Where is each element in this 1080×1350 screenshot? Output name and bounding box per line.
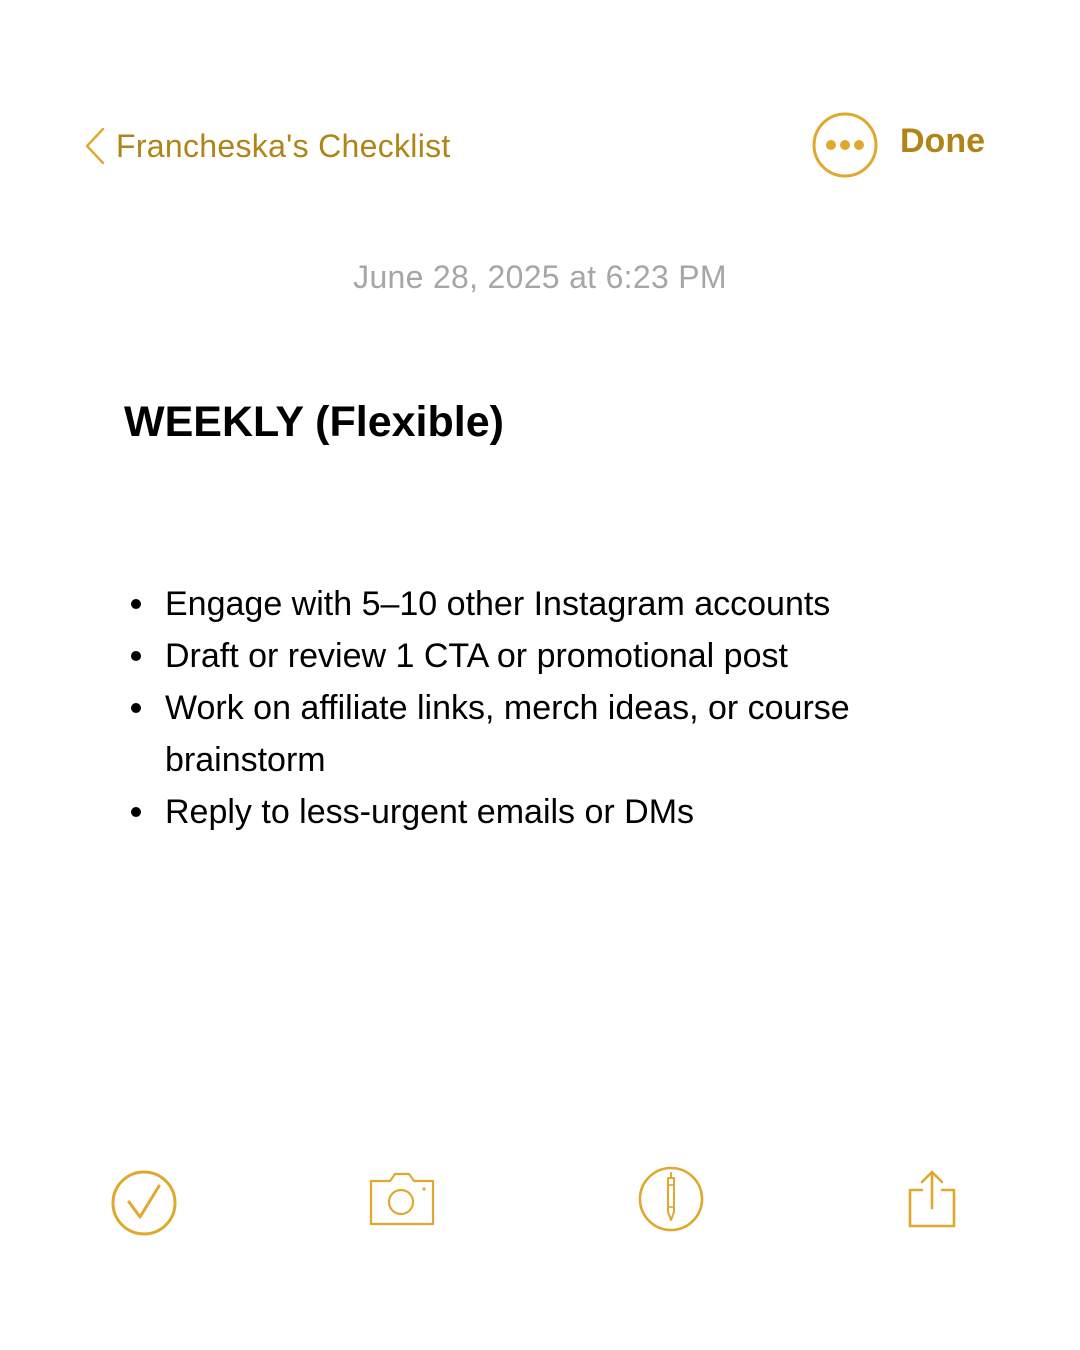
- ellipsis-circle-icon: [812, 112, 878, 178]
- chevron-left-icon: [84, 126, 106, 166]
- camera-button[interactable]: [368, 1170, 436, 1228]
- list-item[interactable]: [165, 786, 945, 838]
- note-timestamp: June 28, 2025 at 6:23 PM: [353, 259, 727, 295]
- back-label: Francheska's Checklist: [116, 127, 451, 164]
- camera-icon: [368, 1170, 436, 1228]
- done-button[interactable]: Done: [900, 122, 985, 160]
- list-item[interactable]: [165, 630, 945, 682]
- checklist-button[interactable]: [109, 1168, 179, 1238]
- list-item-text: Engage with 5–10 other Instagram accounts: [165, 585, 831, 623]
- back-button[interactable]: [84, 124, 451, 168]
- bullet-icon: [131, 651, 141, 661]
- list-item[interactable]: [165, 578, 945, 630]
- share-icon: [903, 1168, 961, 1230]
- list-item[interactable]: [165, 682, 945, 786]
- note-heading[interactable]: WEEKLY (Flexible): [124, 398, 504, 446]
- list-item-text: Draft or review 1 CTA or promotional post: [165, 637, 788, 675]
- checklist-icon: [109, 1168, 179, 1238]
- bullet-icon: [131, 599, 141, 609]
- markup-pen-icon: [637, 1165, 705, 1233]
- list-item-text: Reply to less-urgent emails or DMs: [165, 793, 695, 831]
- bullet-list[interactable]: [165, 578, 945, 838]
- list-item-text: Work on affiliate links, merch ideas, or course brainstorm: [165, 689, 850, 779]
- share-button[interactable]: [903, 1168, 961, 1230]
- bullet-icon: [131, 807, 141, 817]
- bullet-icon: [131, 703, 141, 713]
- more-options-button[interactable]: [812, 112, 878, 178]
- markup-button[interactable]: [637, 1165, 705, 1233]
